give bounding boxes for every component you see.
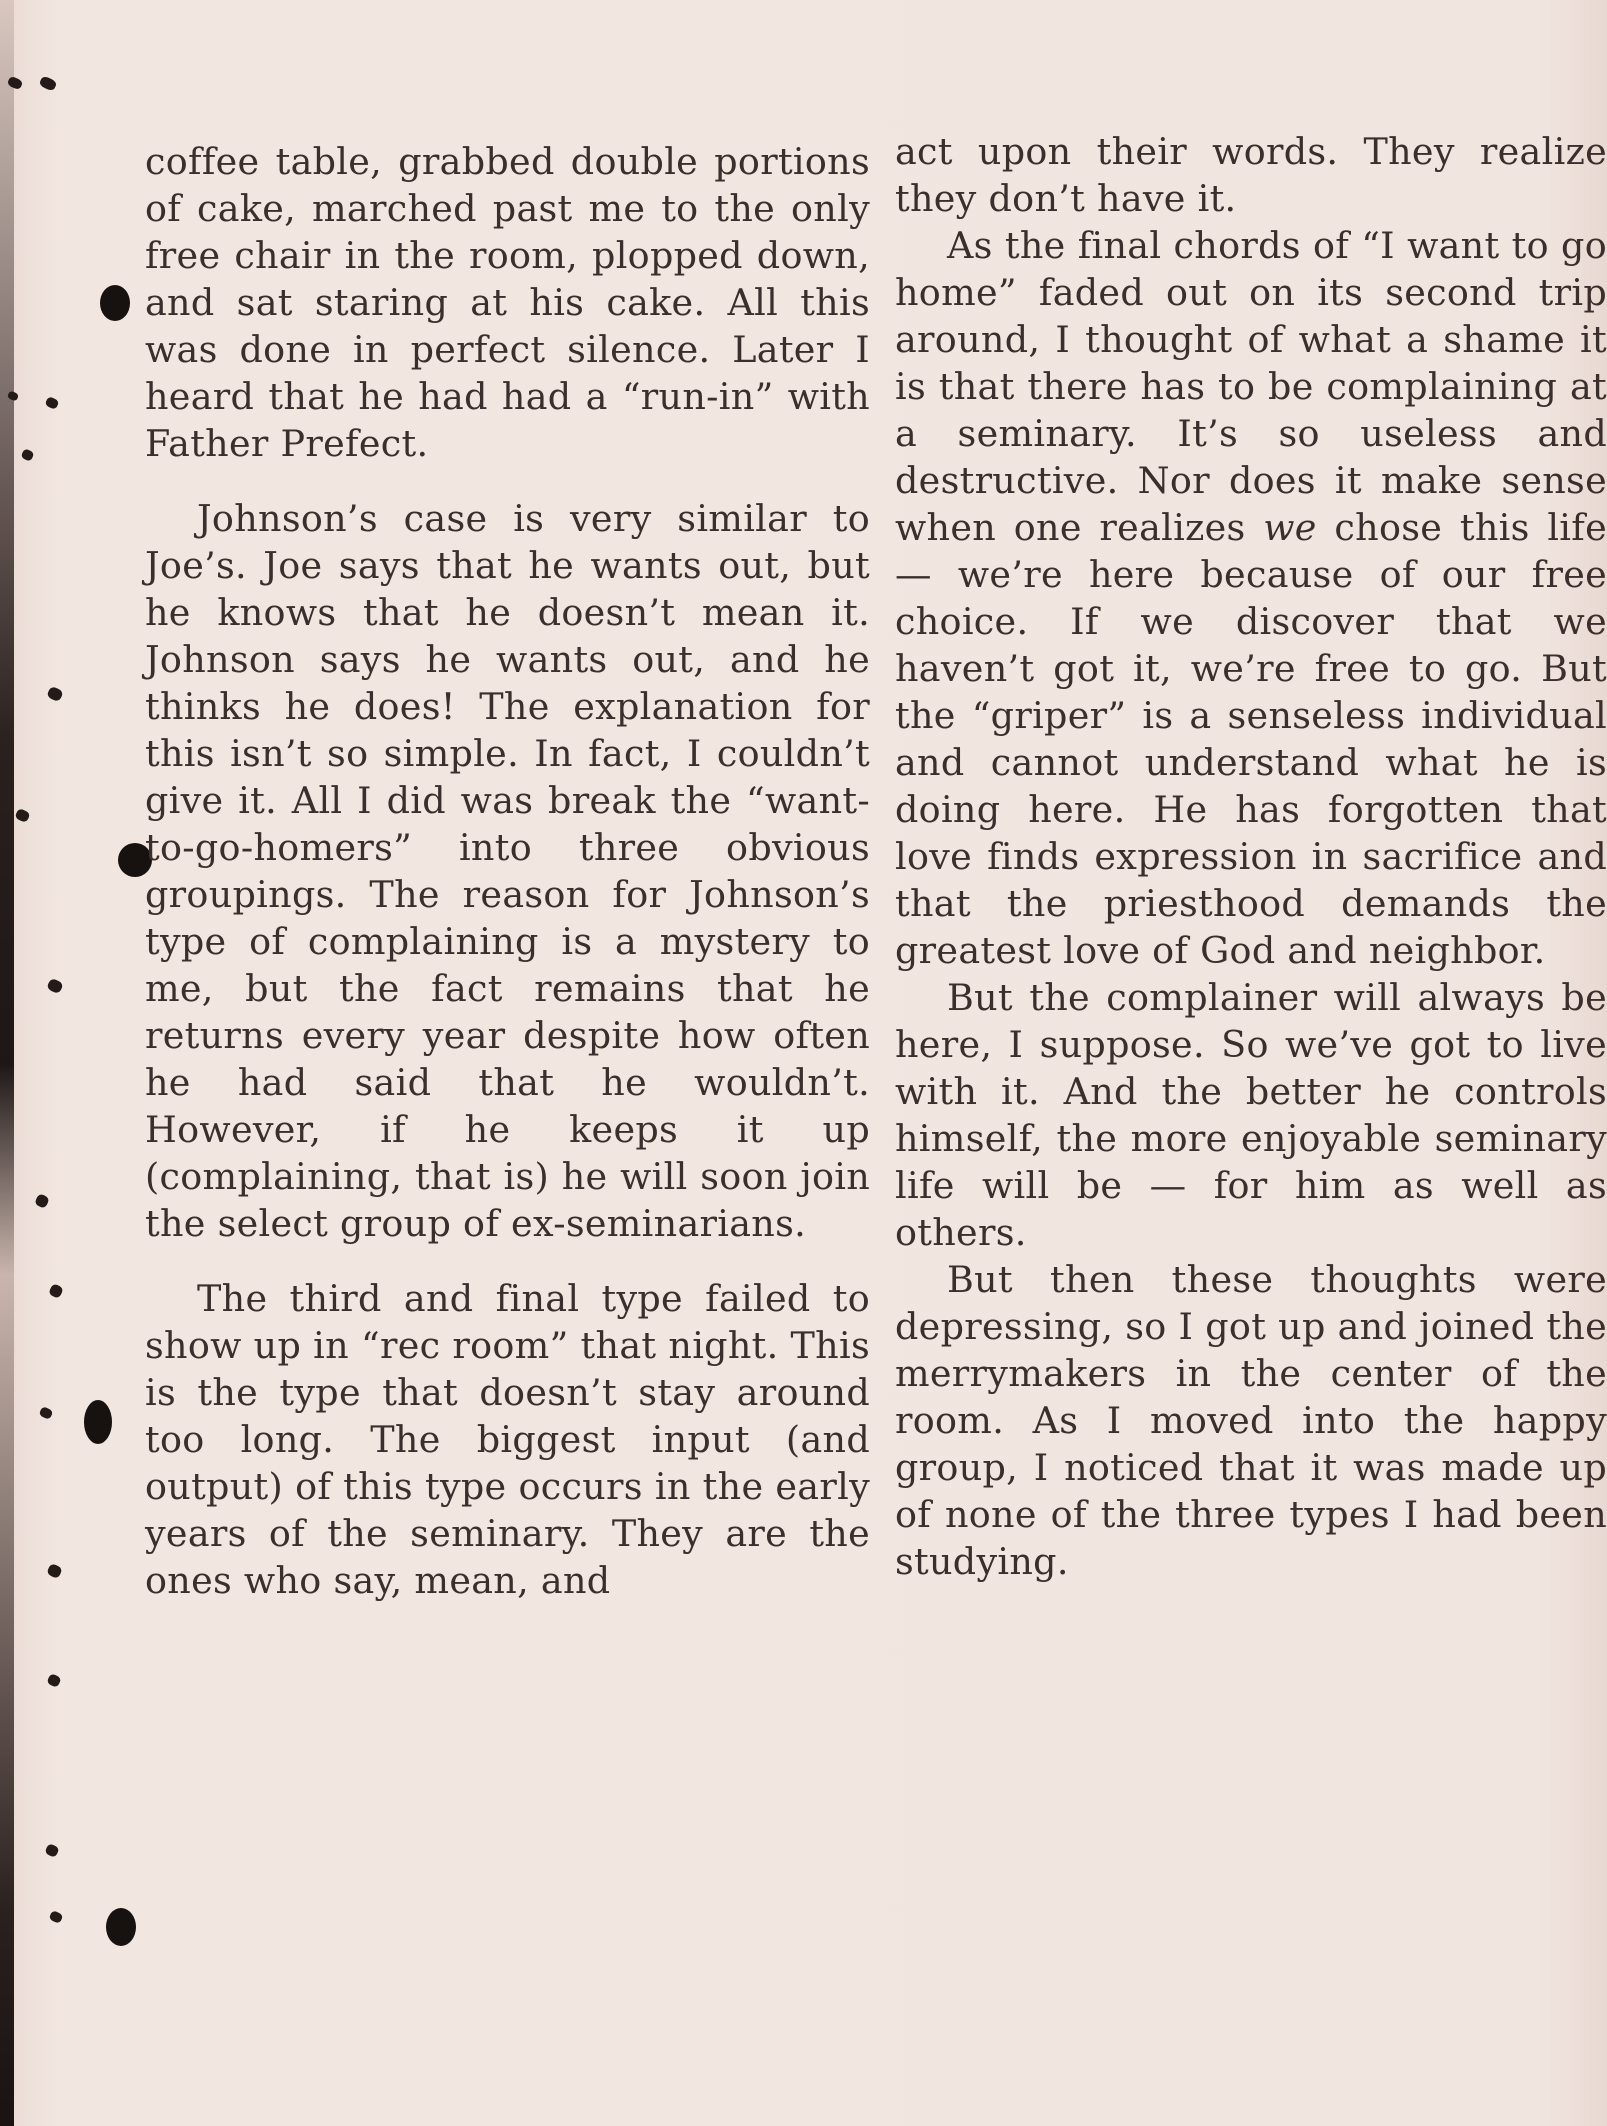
right-paragraph-2-start: As the final chords of “I want to go home” faded out on its second trip around, I thought of what a shame it is that there has to be complaining at a seminary. It’s so useless and destructive. Nor does it make sense when one realizes xyxy=(895,224,1607,549)
speck xyxy=(34,1193,50,1209)
speck xyxy=(38,1406,53,1420)
speck xyxy=(48,1910,63,1924)
left-paragraph-1: coffee table, grabbed double portions of cake, marched past me to the only free chair in the room, plopped down, and sat staring at his cake. All this was done in perfect silence. Later I heard that he had had a “run-in” with Father Prefect. xyxy=(145,140,870,465)
left-column xyxy=(145,138,870,1604)
right-paragraph-1: act upon their words. They realize they don’t have it. xyxy=(895,130,1607,220)
speck xyxy=(46,1563,63,1579)
speck xyxy=(20,448,34,462)
right-paragraph-4: But then these thoughts were depressing, so I got up and joined the merrymakers in the center of the room. As I moved into the happy group, I noticed that it was made up of none of the three types I had been studying. xyxy=(895,1258,1607,1583)
right-paragraph-3: But the complainer will always be here, I suppose. So we’ve got to live with it. And the better he controls himself, the more enjoyable seminary life will be — for him as well as others. xyxy=(895,976,1607,1254)
binding-hole xyxy=(84,1400,112,1444)
speck xyxy=(44,396,59,410)
speck xyxy=(48,1283,64,1299)
torn-left-edge xyxy=(0,0,14,2126)
speck xyxy=(46,1673,62,1688)
right-column xyxy=(895,128,1607,1585)
binding-hole xyxy=(106,1908,136,1946)
right-paragraph-2 xyxy=(895,222,1607,974)
speck xyxy=(44,1843,60,1858)
right-paragraph-2-end: chose this life — we’re here because of our free choice. If we discover that we haven’t got it, we’re free to go. But the “griper” is a senseless individual and cannot understand what he is doing here. He has forgotten that love finds expression in sacrifice and that the priesthood demands the greatest love of God and neighbor. xyxy=(895,506,1607,972)
speck xyxy=(38,75,57,92)
left-paragraph-2: Johnson’s case is very similar to Joe’s. Joe says that he wants out, but he knows that he doesn’t mean it. Johnson says he wants out, and he thinks he does! The explanation for this isn’t so simple. In fact, I couldn’t give it. All I did was break the “want-to-go-homers” into three obvious groupings. The reason for Johnson’s type of complaining is a mystery to me, but the fact remains that he returns every year despite how often he had said that he wouldn’t. However, if he keeps it up (complaining, that is) he will soon join the select group of ex-seminarians. xyxy=(145,497,870,1245)
speck xyxy=(46,686,64,703)
binding-hole xyxy=(100,285,130,321)
speck xyxy=(14,808,30,823)
left-paragraph-3: The third and final type failed to show up in “rec room” that night. This is the type that doesn’t stay around too long. The biggest input (and output) of this type occurs in the early years of the seminary. They are the ones who say, mean, and xyxy=(145,1277,870,1602)
emphasis-we: we xyxy=(1263,506,1317,549)
speck xyxy=(46,978,64,995)
